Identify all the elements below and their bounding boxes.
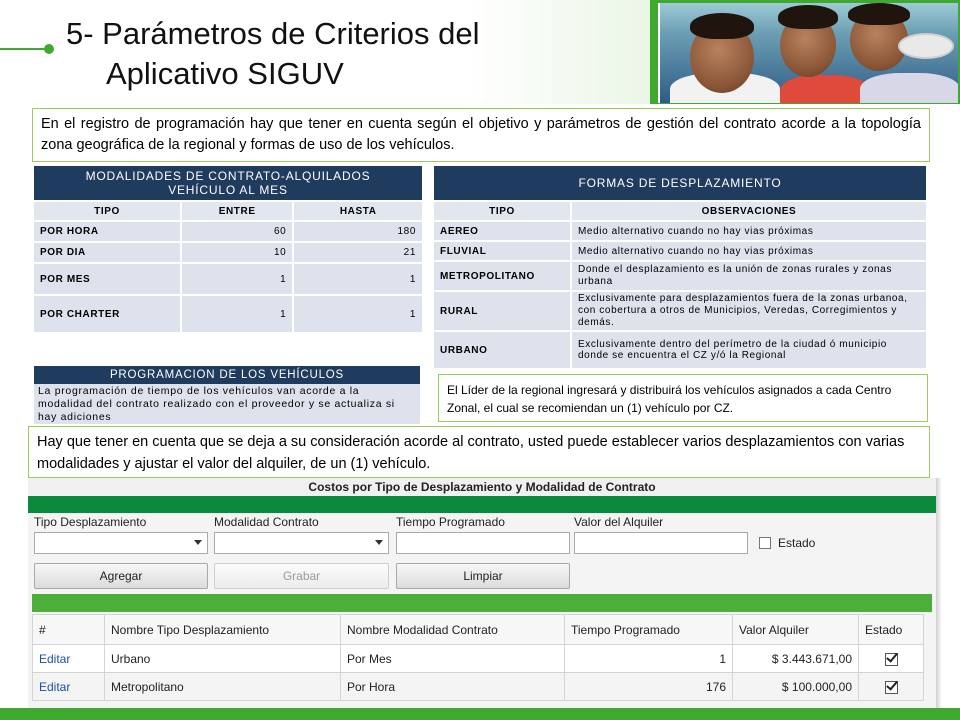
grid-col-header: Nombre Tipo Desplazamiento [105,615,341,645]
grid-cell-modalidad: Por Mes [341,645,565,673]
leader-note: El Líder de la regional ingresará y distribuirá los vehículos asignados a cada Centro Zonal, el cual se recomiendan un (1) vehículo por CZ. [438,374,928,422]
grid-header-row [33,615,924,645]
grid-cell-tiempo: 176 [565,673,733,701]
grid-cell-estado [859,645,924,673]
grid-cell-tipo: Metropolitano [105,673,341,701]
desplazamiento-obs: Exclusivamente para desplazamientos fuera de la zonas urbanoa, con cobertura a otros de Municipios, Veredas, Corregimientos y demás. [572,292,926,330]
desplazamiento-tipo: AEREO [434,222,570,240]
consideration-note: Hay que tener en cuenta que se deja a su consideración acorde al contrato, usted puede establecer varios desplazamientos con varias modalidades y ajustar el valor del alquiler, de un (1) vehículo. [28,426,930,478]
agregar-button[interactable]: Agregar [34,563,208,589]
col-header: TIPO [434,202,570,220]
grid-cell-modalidad: Por Hora [341,673,565,701]
desplazamiento-table [432,164,928,370]
form-header-bar [28,496,936,513]
modalidad-contrato-label: Modalidad Contrato [214,515,319,529]
grid-col-header: Valor Alquiler [733,615,859,645]
modalidad-entre: 10 [182,243,292,262]
desplazamiento-obs: Exclusivamente dentro del perímetro de la ciudad ó municipio donde se encuentra el CZ y/ó la Regional [572,332,926,368]
grabar-button[interactable]: Grabar [214,563,389,589]
check-icon [886,650,898,662]
check-icon [886,678,898,690]
modalidad-tipo: POR DIA [34,243,180,262]
modalidades-table [32,164,424,334]
editar-link[interactable]: Editar [33,645,105,673]
grid-header-bar [32,594,932,612]
desplazamiento-tipo: METROPOLITANO [434,262,570,290]
grid-col-header: Nombre Modalidad Contrato [341,615,565,645]
modalidad-tipo: POR CHARTER [34,296,180,332]
footer-green-band [0,708,960,720]
chevron-down-icon [194,540,202,545]
children-photo [658,3,958,103]
col-header: OBSERVACIONES [572,202,926,220]
title-accent-line [0,48,50,50]
tipo-desplazamiento-label: Tipo Desplazamiento [34,515,147,529]
valor-alquiler-label: Valor del Alquiler [574,515,664,529]
grid-cell-estado [859,673,924,701]
modalidades-title: MODALIDADES DE CONTRATO-ALQUILADOS VEHÍCULO AL MES [34,166,422,200]
valor-alquiler-input[interactable] [574,532,748,554]
desplazamiento-obs: Medio alternativo cuando no hay vias próximas [572,242,926,260]
table-row [33,673,924,701]
costos-form-panel [28,478,936,710]
modalidad-contrato-select[interactable] [214,532,389,554]
grid-cell-tiempo: 1 [565,645,733,673]
desplazamiento-obs: Medio alternativo cuando no hay vias próximas [572,222,926,240]
costos-grid [32,614,924,701]
slide-title-line1: 5- Parámetros de Criterios del [66,16,480,51]
modalidad-hasta: 21 [294,243,422,262]
grid-cell-tipo: Urbano [105,645,341,673]
slide-title-line2: Aplicativo SIGUV [106,56,344,91]
estado-label: Estado [778,536,816,550]
modalidad-hasta: 1 [294,264,422,294]
modalidad-entre: 60 [182,222,292,241]
slide-title [66,14,626,94]
tiempo-programado-input[interactable] [396,532,570,554]
intro-text: En el registro de programación hay que tener en cuenta según el objetivo y parámetros de gestión del contrato acorde a la topología zona geográfica de la regional y formas de uso de los vehículos. [32,108,930,162]
desplazamiento-tipo: RURAL [434,292,570,330]
programacion-text: La programación de tiempo de los vehículos van acorde a la modalidad del contrato realizado con el proveedor y se actualiza si hay adiciones [34,384,420,424]
estado-checked-checkbox[interactable] [885,681,898,694]
desplazamiento-tipo: FLUVIAL [434,242,570,260]
desplazamiento-tipo: URBANO [434,332,570,368]
grid-cell-valor: $ 3.443.671,00 [733,645,859,673]
col-header: HASTA [294,202,422,220]
estado-checkbox[interactable] [759,537,771,549]
grid-col-header: # [33,615,105,645]
col-header: TIPO [34,202,180,220]
grid-col-header: Tiempo Programado [565,615,733,645]
programacion-title: PROGRAMACION DE LOS VEHÍCULOS [34,366,420,384]
tipo-desplazamiento-select[interactable] [34,532,208,554]
grid-cell-valor: $ 100.000,00 [733,673,859,701]
table-row [33,645,924,673]
desplazamiento-title: FORMAS DE DESPLAZAMIENTO [434,166,926,200]
modalidad-entre: 1 [182,296,292,332]
title-accent-dot [44,44,54,54]
modalidad-hasta: 1 [294,296,422,332]
tiempo-programado-label: Tiempo Programado [396,515,505,529]
chevron-down-icon [375,540,383,545]
estado-checked-checkbox[interactable] [885,653,898,666]
modalidad-tipo: POR MES [34,264,180,294]
editar-link[interactable]: Editar [33,673,105,701]
desplazamiento-obs: Donde el desplazamiento es la unión de zonas rurales y zonas urbana [572,262,926,290]
modalidad-hasta: 180 [294,222,422,241]
form-title: Costos por Tipo de Desplazamiento y Modalidad de Contrato [28,478,936,496]
panel-shadow [936,478,942,710]
modalidad-entre: 1 [182,264,292,294]
grid-col-header: Estado [859,615,924,645]
modalidad-tipo: POR HORA [34,222,180,241]
limpiar-button[interactable]: Limpiar [396,563,570,589]
col-header: ENTRE [182,202,292,220]
